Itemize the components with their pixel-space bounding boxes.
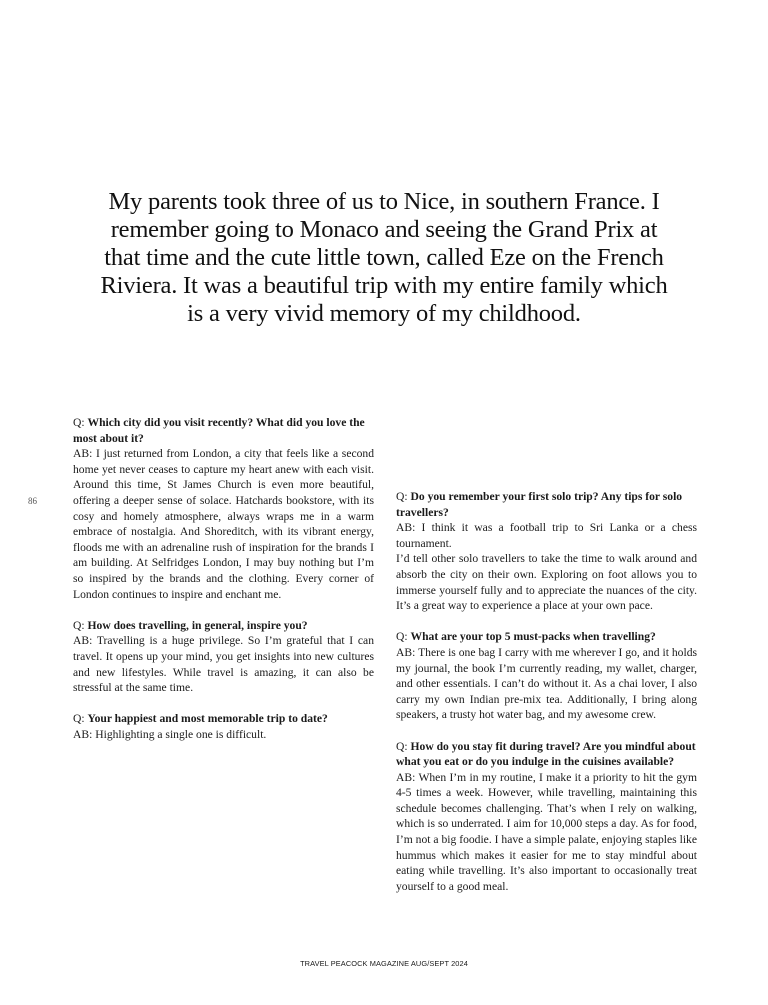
answer-paragraph: I’d tell other solo travellers to take the time to walk around and absorb the city on their own. Exploring on foot allows you to immerse yourself fully and to appreciate the nuances of the city. It’s a great way to experience a place at your own pace.	[396, 552, 697, 613]
question-text: Your happiest and most memorable trip to date?	[87, 712, 328, 726]
answer	[396, 770, 697, 895]
answer	[73, 727, 374, 743]
question	[396, 489, 697, 520]
question-prefix: Q:	[73, 618, 88, 632]
answer-paragraph: AB: I think it was a football trip to Sri Lanka or a chess tournament.	[396, 521, 697, 550]
answer-paragraph: AB: When I’m in my routine, I make it a priority to hit the gym 4-5 times a week. However, while travelling, maintaining this schedule becomes challenging. That’s when I rely on walking, which is so underrated. I aim for 10,000 steps a day. As for food, I’m not a big foodie. I have a simple palate, enjoying staples like hummus which makes it easier for me to stay mindful about eating while travelling. It’s also important to occasionally treat yourself to a good meal.	[396, 770, 697, 893]
right-column	[396, 489, 697, 910]
question-prefix: Q:	[396, 490, 411, 503]
magazine-footer: TRAVEL PEACOCK MAGAZINE AUG/SEPT 2024	[300, 959, 468, 968]
question	[73, 415, 374, 446]
question-prefix: Q:	[73, 712, 88, 726]
page-number: 86	[28, 496, 37, 506]
question-text: How do you stay fit during travel? Are you mindful about what you eat or do you indulge in the cuisines available?	[396, 739, 696, 769]
question-text: What are your top 5 must-packs when travelling?	[410, 630, 656, 644]
answer	[396, 520, 697, 614]
qa-block	[396, 489, 697, 614]
question-text: Which city did you visit recently? What did you love the most about it?	[73, 416, 365, 445]
question	[73, 711, 374, 727]
question-text: How does travelling, in general, inspire you?	[87, 618, 308, 632]
answer-paragraph: AB: I just returned from London, a city that feels like a second home yet never ceases to capture my heart anew with each visit. Around this time, St James Church is even more beautiful, offering a deeper sense of solace. Hatchards bookstore, with its cosy and homely atmosphere, always wraps me in a warm embrace of nostalgia. And Shoreditch, with its vibrant energy, floods me with an adrenaline rush of inspiration for the brands I am building. At Selfridges London, I may buy nothing but I’m so inspired by the brands and the clothing. Every corner of London continues to inspire and enchant me.	[73, 447, 374, 601]
question-text: Do you remember your first solo trip? Any tips for solo travellers?	[396, 490, 683, 519]
answer	[396, 645, 697, 723]
question-prefix: Q:	[73, 416, 88, 429]
question	[396, 629, 697, 645]
answer-paragraph: AB: Travelling is a huge privilege. So I’m grateful that I can travel. It opens up your mind, you get insights into new cultures and new lifestyles. While travel is amazing, it can also be stressful at the same time.	[73, 634, 374, 695]
answer-paragraph: AB: There is one bag I carry with me wherever I go, and it holds my journal, the book I’m currently reading, my wallet, charger, and other essentials. I can’t do without it. As a chai lover, I also carry my own Indian pre-mix tea. Additionally, I bring along speakers, a trusty hot water bag, and my awesome crew.	[396, 645, 697, 722]
pull-quote: My parents took three of us to Nice, in southern France. I remember going to Monaco and seeing the Grand Prix at that time and the cute little town, called Eze on the French Riviera. It was a beautiful trip with my entire family which is a very vivid memory of my childhood.	[100, 188, 668, 327]
qa-block	[73, 711, 374, 742]
question-prefix: Q:	[396, 739, 411, 753]
answer-paragraph: AB: Highlighting a single one is difficult.	[73, 727, 267, 741]
question	[73, 618, 374, 634]
qa-block	[396, 739, 697, 895]
answer	[73, 446, 374, 602]
qa-block	[396, 629, 697, 723]
qa-block	[73, 618, 374, 696]
question-prefix: Q:	[396, 630, 411, 644]
qa-block	[73, 415, 374, 602]
left-column	[73, 415, 374, 758]
question	[396, 739, 697, 770]
answer	[73, 633, 374, 695]
